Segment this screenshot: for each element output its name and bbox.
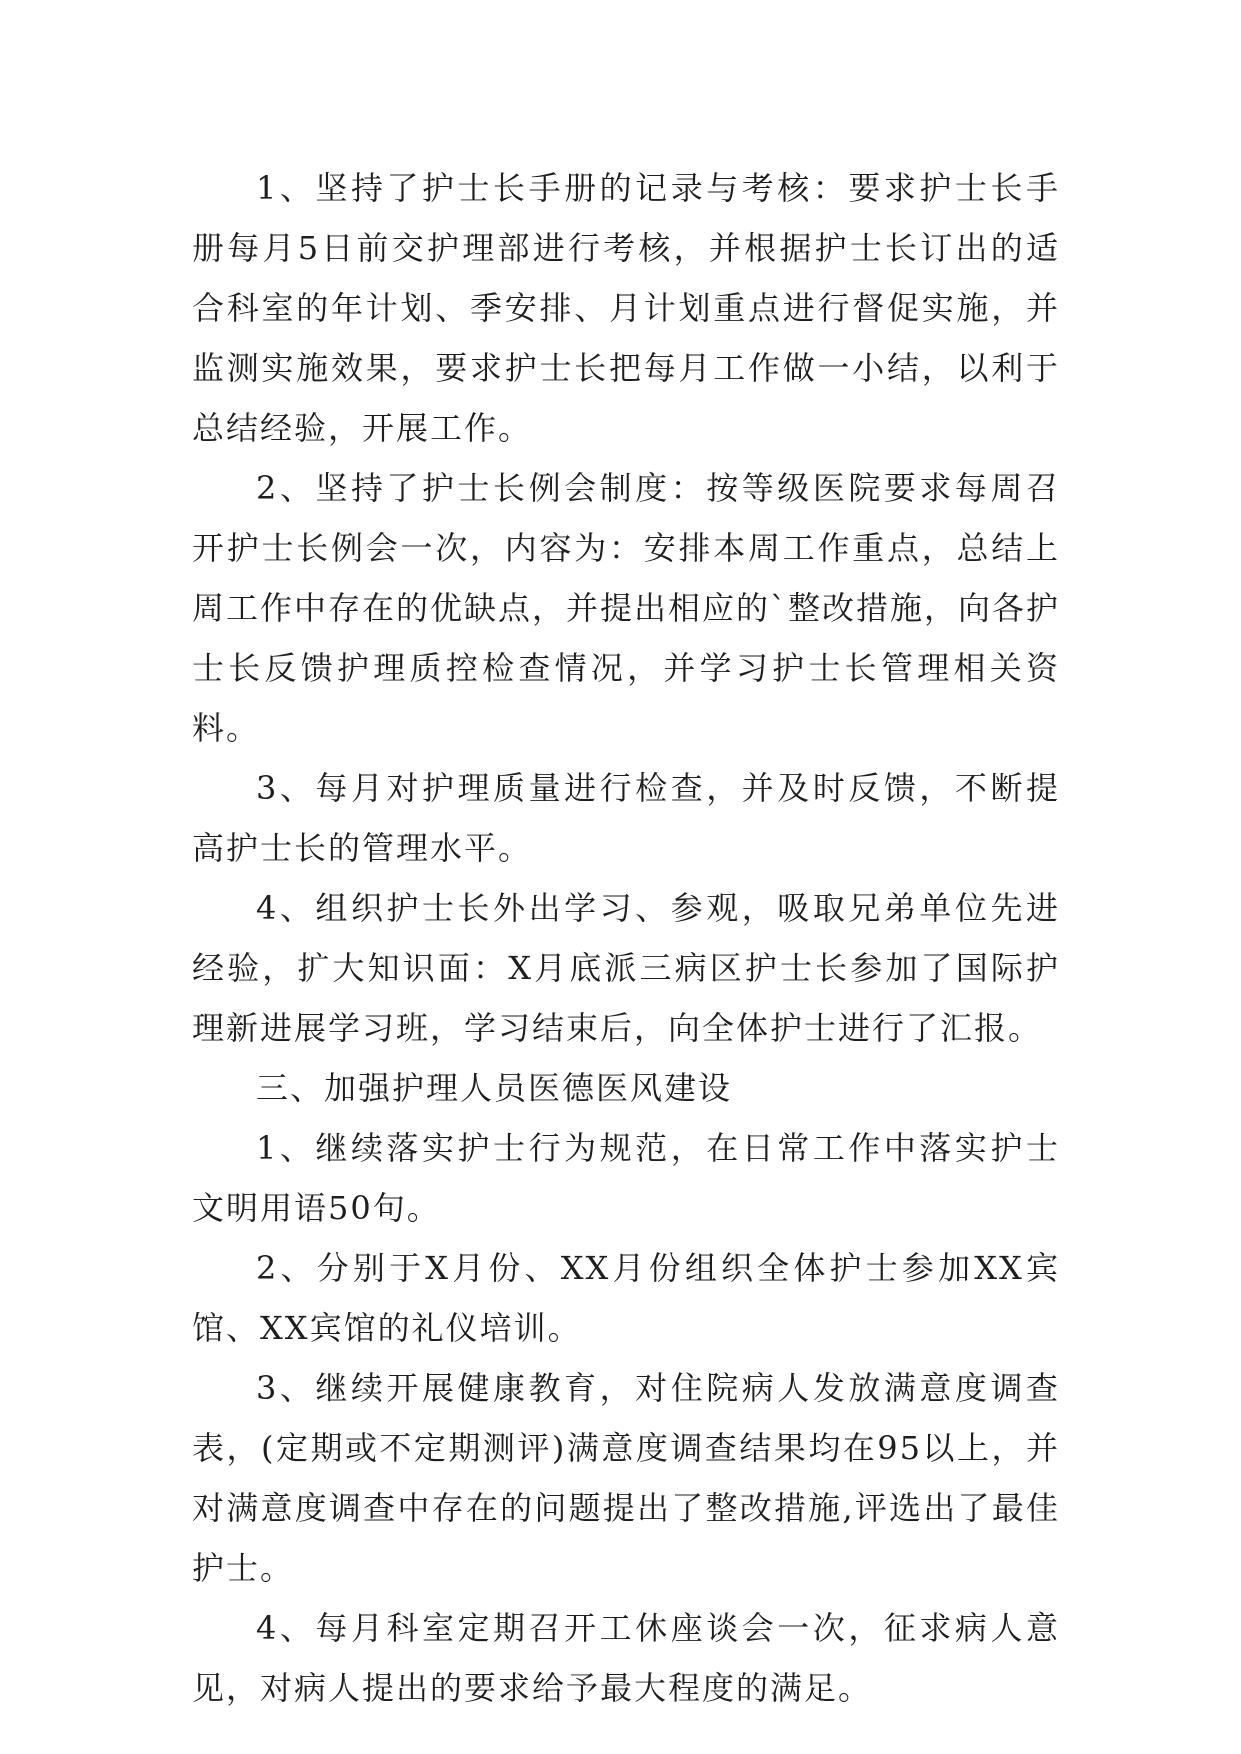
paragraph: 4、每月科室定期召开工休座谈会一次，征求病人意见，对病人提出的要求给予最大程度的满足。 (192, 1609, 1060, 1707)
paragraph: 2、坚持了护士长例会制度：按等级医院要求每周召开护士长例会一次，内容为：安排本周工作重点，总结上周工作中存在的优缺点，并提出相应的`整改措施，向各护士长反馈护理质控检查情况，并学习护士长管理相关资料。 (192, 469, 1061, 747)
section-heading: 三、加强护理人员医德医风建设 (256, 1069, 733, 1107)
paragraph: 1、坚持了护士长手册的记录与考核：要求护士长手册每月5日前交护理部进行考核，并根据护士长订出的适合科室的年计划、季安排、月计划重点进行督促实施，并监测实施效果，要求护士长把每月工作做一小结，以利于总结经验，开展工作。 (192, 169, 1060, 447)
paragraph: 4、组织护士长外出学习、参观，吸取兄弟单位先进经验，扩大知识面：X月底派三病区护士长参加了国际护理新进展学习班，学习结束后，向全体护士进行了汇报。 (192, 889, 1060, 1047)
paragraph: 1、继续落实护士行为规范，在日常工作中落实护士文明用语50句。 (192, 1129, 1060, 1227)
paragraph: 3、每月对护理质量进行检查，并及时反馈，不断提高护士长的管理水平。 (192, 769, 1060, 867)
paragraph: 2、分别于X月份、XX月份组织全体护士参加XX宾馆、XX宾馆的礼仪培训。 (192, 1249, 1060, 1347)
document-body (192, 158, 1060, 1718)
paragraph: 3、继续开展健康教育，对住院病人发放满意度调查表，(定期或不定期测评)满意度调查结果均在95以上，并对满意度调查中存在的问题提出了整改措施,评选出了最佳护士。 (192, 1369, 1060, 1587)
